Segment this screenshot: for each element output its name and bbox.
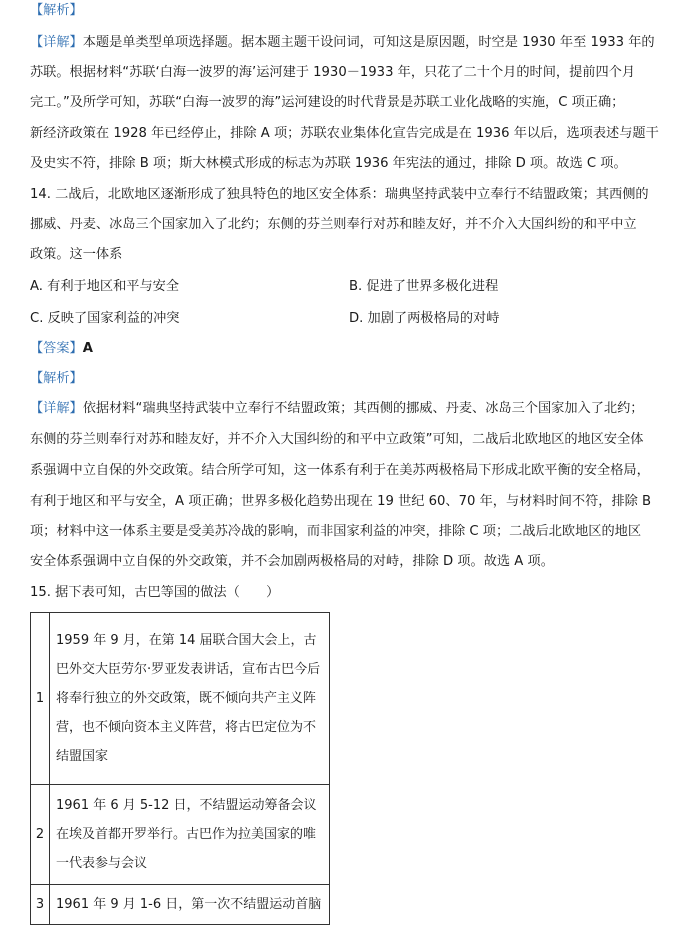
q14-option-b: B. 促进了世界多极化进程 (349, 279, 499, 294)
q14-explain-line-3: 系强调中立自保的外交政策。结合所学可知，这一体系有利于在美苏两极格局下形成北欧平衡的安全格局， (30, 463, 650, 478)
q13-jiexi-label: 【解析】 (30, 3, 83, 18)
q14-detail-label: 【详解】 (30, 401, 83, 416)
q14-explain-line-4: 有利于地区和平与安全，A 项正确；世界多极化趋势出现在 19 世纪 60、70 年，与材料时间不符，排除 B (30, 494, 652, 509)
table-row (31, 885, 330, 925)
q14-answer-value: A (82, 341, 93, 356)
q14-stem-line-3: 政策。这一体系 (30, 247, 123, 262)
q15-table (30, 612, 330, 925)
q14-option-c: C. 反映了国家利益的冲突 (30, 311, 180, 326)
table-row (31, 613, 330, 785)
table-row-text: 1959 年 9 月，在第 14 届联合国大会上，古巴外交大臣劳尔·罗亚发表讲话，宣布古巴今后将奉行独立的外交政策，既不倾向共产主义阵营，也不倾向资本主义阵营，将古巴定位为不结盟国家 (50, 613, 330, 785)
q13-explain-line-3: 完工。”及所学可知，苏联“白海一波罗的海”运河建设的时代背景是苏联工业化战略的实施，C 项正确； (30, 95, 625, 110)
q14-answer-line (30, 340, 93, 358)
q13-detail-label: 【详解】 (30, 35, 83, 50)
q13-explain-line-5: 及史实不符，排除 B 项；斯大林模式形成的标志为苏联 1936 年宪法的通过，排除 D 项。故选 C 项。 (30, 156, 627, 171)
q14-explain-line-6: 安全体系强调中立自保的外交政策，并不会加剧两极格局的对峙，排除 D 项。故选 A 项。 (30, 554, 554, 569)
q14-answer-label: 【答案】 (30, 341, 83, 356)
q14-explain-line-2: 东侧的芬兰则奉行对苏和睦友好，并不介入大国纠纷的和平中立政策”可知，二战后北欧地区的地区安全体 (30, 432, 644, 447)
q14-explain-text-1: 依据材料“瑞典坚持武装中立奉行不结盟政策；其西侧的挪威、丹麦、冰岛三个国家加入了北约； (82, 401, 644, 416)
q14-explain-line-5: 项；材料中这一体系主要是受美苏冷战的影响，而非国家利益的冲突，排除 C 项；二战后北欧地区的地区 (30, 524, 642, 539)
q14-option-a: A. 有利于地区和平与安全 (30, 279, 180, 294)
q13-explain-line-4: 新经济政策在 1928 年已经停止，排除 A 项；苏联农业集体化宣告完成是在 1936 年以后，选项表述与题干 (30, 126, 659, 141)
table-row-text: 1961 年 6 月 5-12 日，不结盟运动筹备会议在埃及首都开罗举行。古巴作为拉美国家的唯一代表参与会议 (50, 785, 330, 885)
q14-explain-line-1 (30, 400, 643, 418)
q14-stem-line-1: 14. 二战后，北欧地区逐渐形成了独具特色的地区安全体系：瑞典坚持武装中立奉行不结盟政策；其西侧的 (30, 187, 649, 202)
q14-stem-line-2: 挪威、丹麦、冰岛三个国家加入了北约；东侧的芬兰则奉行对苏和睦友好，并不介入大国纠纷的和平中立 (30, 217, 637, 232)
table-row-text: 1961 年 9 月 1-6 日，第一次不结盟运动首脑 (50, 885, 330, 925)
table-row-number: 1 (31, 613, 50, 785)
table-row-number: 3 (31, 885, 50, 925)
table-row (31, 785, 330, 885)
q14-option-d: D. 加剧了两极格局的对峙 (349, 311, 500, 326)
q13-explain-line-1 (30, 34, 655, 52)
q14-jiexi-label: 【解析】 (30, 371, 83, 386)
q13-explain-line-2: 苏联。根据材料“苏联‘白海一波罗的海’运河建于 1930－1933 年，只花了二十个月的时间，提前四个月 (30, 65, 636, 80)
table-row-number: 2 (31, 785, 50, 885)
q15-stem: 15. 据下表可知，古巴等国的做法（ ） (30, 585, 280, 600)
q13-explain-text-1: 本题是单类型单项选择题。据本题主题干设问词，可知这是原因题，时空是 1930 年至 1933 年的 (82, 35, 655, 50)
